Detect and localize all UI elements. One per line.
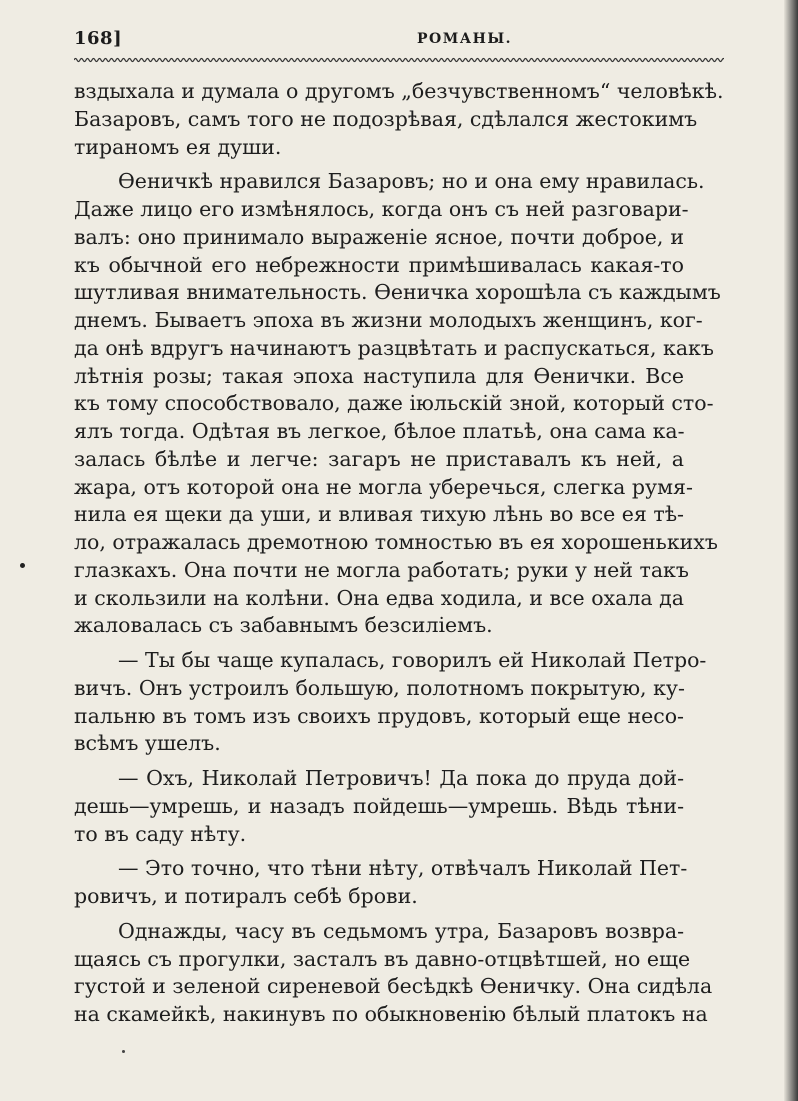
text-line: залась бѣлѣе и легче: загаръ не приставалъ къ ней, а bbox=[74, 446, 684, 471]
text-line: Ѳеничкѣ нравился Базаровъ; но и она ему нравилась. bbox=[118, 169, 705, 194]
text-line: щаясь съ прогулки, засталъ въ давно-отцвѣтшей, но еще bbox=[74, 946, 691, 971]
text-line: жара, отъ которой она не могла уберечься, слегка румя- bbox=[74, 474, 693, 499]
text-line: густой и зеленой сиреневой бесѣдкѣ Ѳеничку. Она сидѣла bbox=[74, 974, 713, 999]
text-line: — Ты бы чаще купалась, говорилъ ей Николай Петро- bbox=[118, 648, 707, 672]
running-head: РОМАНЫ. bbox=[417, 31, 513, 47]
text-line: Базаровъ, самъ того не подозрѣвая, сдѣлался жестокимъ bbox=[74, 106, 698, 131]
text-line: пальню въ томъ изъ своихъ прудовъ, который еще несо- bbox=[74, 703, 684, 728]
text-line: да онѣ вдругъ начинаютъ разцвѣтать и распускаться, какъ bbox=[74, 335, 714, 360]
page-number: 168] bbox=[74, 28, 123, 49]
page-header bbox=[74, 28, 724, 54]
text-line: ялъ тогда. Одѣтая въ легкое, бѣлое платьѣ, она сама ка- bbox=[74, 419, 685, 443]
header-wavy-rule bbox=[74, 57, 724, 63]
text-line: глазкахъ. Она почти не могла работать; руки у ней такъ bbox=[74, 557, 689, 582]
text-line: къ тому способствовало, даже іюльскій зной, который сто- bbox=[74, 391, 714, 416]
text-line: нила ея щеки да уши, и вливая тихую лѣнь во все ея тѣ- bbox=[74, 502, 684, 527]
text-line: вздыхала и думала о другомъ „безчувственномъ“ человѣкѣ. bbox=[74, 79, 724, 103]
body-text bbox=[74, 78, 724, 1029]
text-line: лѣтнія розы; такая эпоха наступила для Ѳенички. Все bbox=[74, 363, 684, 388]
text-line: Даже лицо его измѣнялось, когда онъ съ ней разговари- bbox=[74, 197, 689, 221]
text-line: днемъ. Бываетъ эпоха въ жизни молодыхъ женщинъ, ког- bbox=[74, 308, 703, 332]
text-line: ло, отражалась дремотною томностью въ ея хорошенькихъ bbox=[74, 530, 718, 554]
text-line: валъ: оно принимало выраженіе ясное, почти доброе, и bbox=[74, 224, 684, 249]
text-line: вичъ. Онъ устроилъ большую, полотномъ покрытую, ку- bbox=[74, 675, 685, 700]
margin-speck bbox=[122, 1050, 125, 1053]
page-edge-shadow bbox=[784, 0, 798, 1101]
text-line: жаловалась съ забавнымъ безсиліемъ. bbox=[74, 613, 493, 638]
text-line: всѣмъ ушелъ. bbox=[74, 731, 221, 756]
text-line: — Это точно, что тѣни нѣту, отвѣчалъ Николай Пет- bbox=[118, 856, 688, 881]
text-line: къ обычной его небрежности примѣшивалась какая-то bbox=[74, 252, 684, 277]
text-line: на скамейкѣ, накинувъ по обыкновенію бѣлый платокъ на bbox=[74, 1002, 708, 1026]
margin-speck bbox=[20, 563, 25, 568]
text-line: ровичъ, и потиралъ себѣ брови. bbox=[74, 884, 418, 908]
text-line: дешь—умрешь, и назадъ пойдешь—умрешь. Вѣдь тѣни- bbox=[74, 793, 684, 818]
text-line: шутливая внимательность. Ѳеничка хорошѣла съ каждымъ bbox=[74, 280, 721, 305]
text-line: — Охъ, Николай Петровичъ! Да пока до пруда дой- bbox=[118, 766, 684, 790]
text-line: то въ саду нѣту. bbox=[74, 821, 247, 846]
text-line: тираномъ ея души. bbox=[74, 134, 282, 159]
text-line: Однажды, часу въ седьмомъ утра, Базаровъ возвра- bbox=[118, 918, 684, 943]
text-line: и скользили на колѣни. Она едва ходила, и все охала да bbox=[74, 585, 684, 610]
